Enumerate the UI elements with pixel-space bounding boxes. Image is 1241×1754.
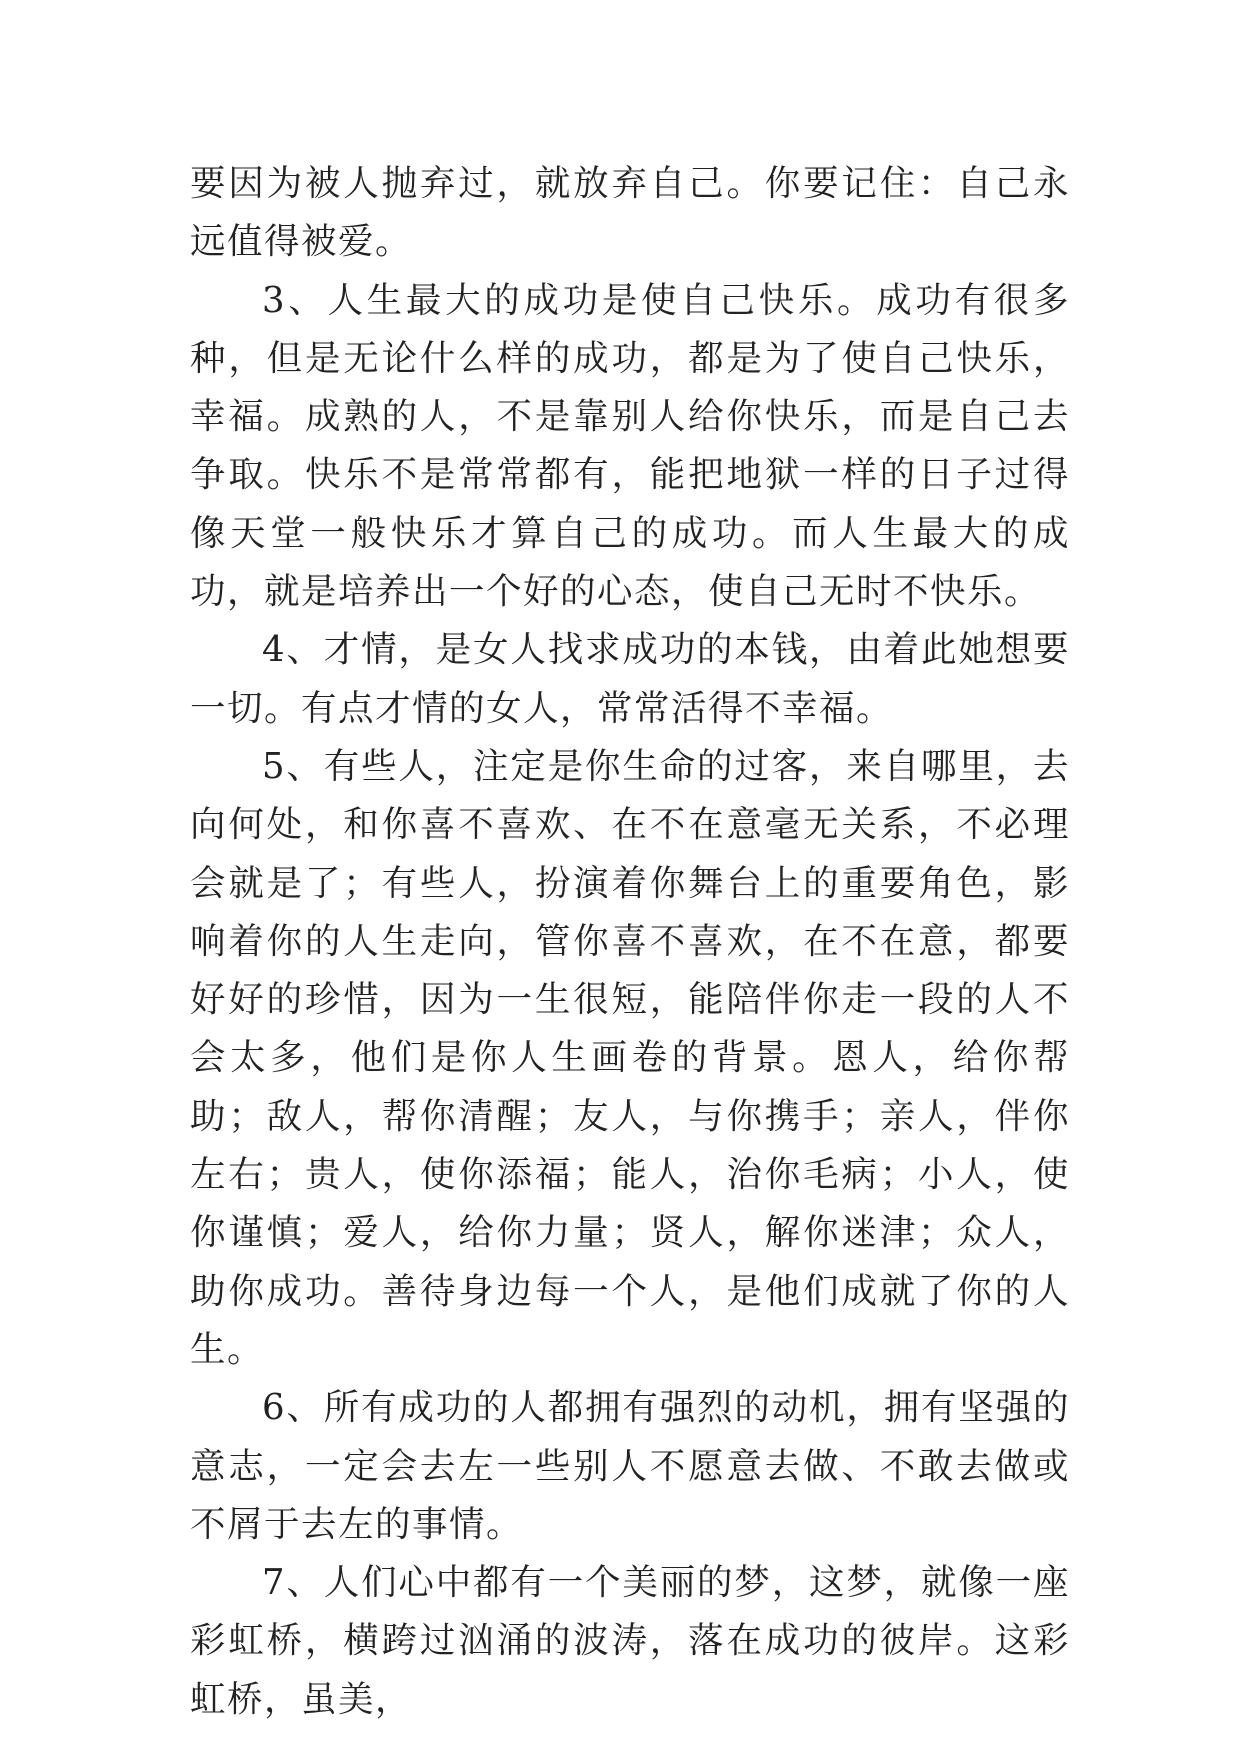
paragraph-item-6: 6、所有成功的人都拥有强烈的动机，拥有坚强的意志，一定会去左一些别人不愿意去做、不敢去做或不屑于去左的事情。 [190,1387,1070,1545]
paragraph-item-5: 5、有些人，注定是你生命的过客，来自哪里，去向何处，和你喜不喜欢、在不在意毫无关系，不必理会就是了；有些人，扮演着你舞台上的重要角色，影响着你的人生走向，管你喜不喜欢，在不在意，都要好好的珍惜，因为一生很短，能陪伴你走一段的人不会太多，他们是你人生画卷的背景。恩人，给你帮助；敌人，帮你清醒；友人，与你携手；亲人，伴你左右；贵人，使你添福；能人，治你毛病；小人，使你谨慎；爱人，给你力量；贤人，解你迷津；众人，助你成功。善待身边每一个人，是他们成就了你的人生。 [190,745,1070,1370]
document-body [190,155,1070,1729]
paragraph-item-7: 7、人们心中都有一个美丽的梦，这梦，就像一座彩虹桥，横跨过汹涌的波涛，落在成功的彼岸。这彩虹桥，虽美， [190,1562,1070,1720]
paragraph-continued: 要因为被人抛弃过，就放弃自己。你要记住：自己永远值得被爱。 [190,163,1070,263]
paragraph-item-4: 4、才情，是女人找求成功的本钱，由着此她想要一切。有点才情的女人，常常活得不幸福。 [190,629,1070,729]
paragraph-item-3: 3、人生最大的成功是使自己快乐。成功有很多种，但是无论什么样的成功，都是为了使自己快乐，幸福。成熟的人，不是靠别人给你快乐，而是自己去争取。快乐不是常常都有，能把地狱一样的日子过得像天堂一般快乐才算自己的成功。而人生最大的成功，就是培养出一个好的心态，使自己无时不快乐。 [190,279,1070,613]
